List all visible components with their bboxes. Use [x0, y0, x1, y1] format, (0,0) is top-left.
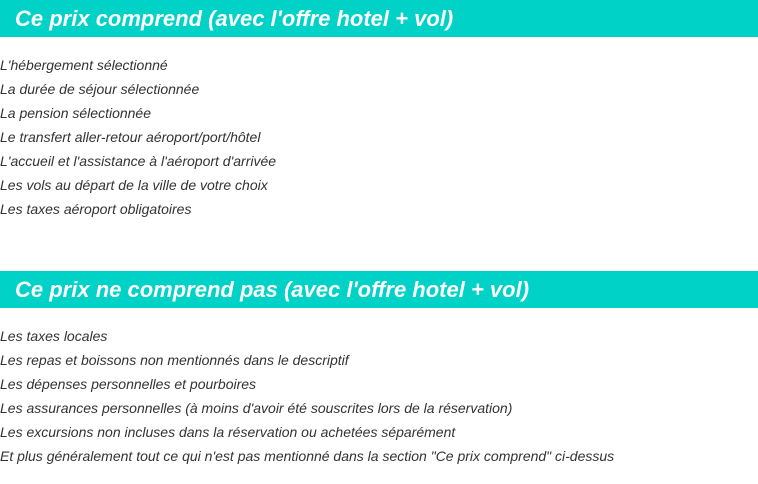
- list-item: Les repas et boissons non mentionnés dans le descriptif: [0, 352, 349, 368]
- list-item: Les dépenses personnelles et pourboires: [0, 376, 257, 392]
- list-item: Les taxes locales: [0, 328, 108, 344]
- price-excludes-list: [0, 324, 614, 468]
- list-item: Et plus généralement tout ce qui n'est pas mentionné dans la section "Ce prix comprend" ci-dessus: [0, 448, 615, 464]
- price-includes-list: [0, 53, 276, 221]
- price-excludes-heading: Ce prix ne comprend pas (avec l'offre hotel + vol): [0, 271, 758, 308]
- list-item: Les taxes aéroport obligatoires: [0, 201, 192, 217]
- list-item: Les assurances personnelles (à moins d'avoir été souscrites lors de la réservation): [0, 400, 513, 416]
- list-item: L'hébergement sélectionné: [0, 57, 168, 73]
- list-item: Les excursions non incluses dans la réservation ou achetées séparément: [0, 424, 456, 440]
- list-item: L'accueil et l'assistance à l'aéroport d'arrivée: [0, 153, 277, 169]
- list-item: Les vols au départ de la ville de votre choix: [0, 177, 268, 193]
- list-item: La durée de séjour sélectionnée: [0, 81, 200, 97]
- list-item: Le transfert aller-retour aéroport/port/hôtel: [0, 129, 261, 145]
- price-includes-heading: Ce prix comprend (avec l'offre hotel + vol): [0, 0, 758, 37]
- list-item: La pension sélectionnée: [0, 105, 152, 121]
